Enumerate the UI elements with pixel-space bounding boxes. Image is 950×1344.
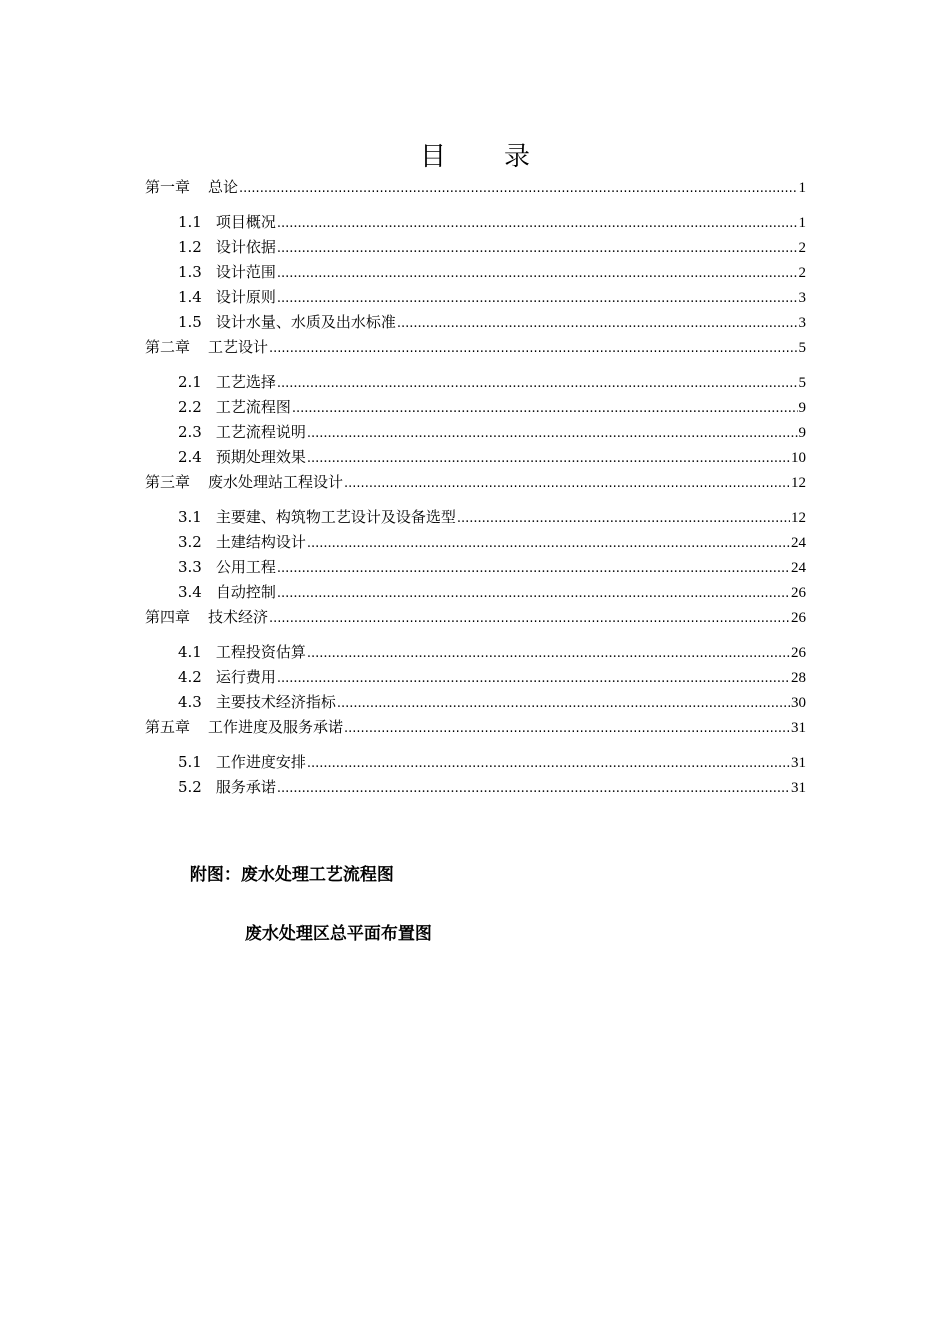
- toc-chapter-row[interactable]: [145, 471, 806, 493]
- toc-entry-title: 废水处理站工程设计: [208, 473, 344, 491]
- toc-entry-number: 第一章: [145, 178, 191, 196]
- toc-entry-title: 公用工程: [215, 558, 276, 576]
- toc-chapter-row[interactable]: [145, 336, 806, 358]
- toc-entry-title: 设计水量、水质及出水标准: [215, 313, 396, 331]
- toc-section-row[interactable]: [178, 371, 806, 393]
- toc-dot-leader: [307, 643, 790, 665]
- toc-page-number: 3: [798, 290, 806, 306]
- toc-section-row[interactable]: [178, 446, 806, 468]
- appendix-line-1: [178, 840, 394, 885]
- toc-section-row[interactable]: [178, 556, 806, 578]
- toc-entry-number: 5.1: [178, 753, 202, 771]
- toc-section-row[interactable]: [178, 506, 806, 528]
- toc-entry-title: 设计原则: [215, 288, 276, 306]
- toc-dot-leader: [277, 288, 798, 310]
- toc-page-number: 9: [798, 400, 806, 416]
- toc-dot-leader: [269, 338, 797, 360]
- toc-page-number: 31: [791, 755, 806, 771]
- toc-dot-leader: [277, 583, 790, 605]
- toc-dot-leader: [344, 473, 790, 495]
- toc-section-row[interactable]: [178, 261, 806, 283]
- toc-entry-number: 第四章: [145, 608, 191, 626]
- toc-section-row[interactable]: [178, 531, 806, 553]
- title-char-1: 目: [419, 142, 446, 172]
- toc-entry-title: 主要技术经济指标: [215, 693, 336, 711]
- toc-chapter-row[interactable]: [145, 606, 806, 628]
- toc-page-number: 1: [798, 215, 806, 231]
- toc-section-row[interactable]: [178, 641, 806, 663]
- toc-entry-number: 3.4: [178, 583, 202, 601]
- toc-entry-title: 工艺设计: [208, 338, 269, 356]
- toc-dot-leader: [457, 508, 790, 530]
- toc-section-row[interactable]: [178, 211, 806, 233]
- toc-dot-leader: [337, 693, 790, 715]
- toc-entry-title: 预期处理效果: [215, 448, 306, 466]
- toc-section-row[interactable]: [178, 581, 806, 603]
- appendix-line-2: [233, 899, 432, 944]
- toc-entry-title: 运行费用: [215, 668, 276, 686]
- toc-page-number: 12: [791, 510, 806, 526]
- toc-page-number: 28: [791, 670, 806, 686]
- toc-entry-number: 3.1: [178, 508, 202, 526]
- toc-dot-leader: [239, 178, 797, 200]
- toc-entry-title: 服务承诺: [215, 778, 276, 796]
- toc-section-row[interactable]: [178, 691, 806, 713]
- toc-entry-number: 1.4: [178, 288, 202, 306]
- toc-section-row[interactable]: [178, 311, 806, 333]
- toc-entry-title: 工艺流程图: [215, 398, 291, 416]
- toc-page-number: 5: [798, 375, 806, 391]
- toc-dot-leader: [277, 238, 798, 260]
- toc-entry-number: 4.1: [178, 643, 202, 661]
- toc-page-number: 1: [798, 180, 806, 196]
- toc-dot-leader: [277, 558, 790, 580]
- toc-page-number: 26: [791, 585, 806, 601]
- toc-page-number: 26: [791, 645, 806, 661]
- appendix-item-2[interactable]: 废水处理区总平面布置图: [244, 924, 432, 944]
- toc-entry-number: 5.2: [178, 778, 202, 796]
- toc-entry-number: 2.2: [178, 398, 202, 416]
- toc-page-number: 24: [791, 560, 806, 576]
- toc-dot-leader: [307, 423, 798, 445]
- toc-chapter-row[interactable]: [145, 176, 806, 198]
- toc-entry-number: 2.4: [178, 448, 202, 466]
- toc-entry-title: 技术经济: [208, 608, 269, 626]
- toc-section-row[interactable]: [178, 666, 806, 688]
- toc-page-number: 10: [791, 450, 806, 466]
- toc-page-number: 2: [798, 265, 806, 281]
- toc-entry-title: 工作进度及服务承诺: [208, 718, 344, 736]
- toc-entry-title: 主要建、构筑物工艺设计及设备选型: [215, 508, 456, 526]
- toc-page-number: 12: [791, 475, 806, 491]
- toc-entry-title: 工艺选择: [215, 373, 276, 391]
- toc-entry-number: 3.3: [178, 558, 202, 576]
- toc-entry-title: 工艺流程说明: [215, 423, 306, 441]
- toc-page-number: 31: [791, 780, 806, 796]
- toc-dot-leader: [292, 398, 798, 420]
- toc-dot-leader: [269, 608, 790, 630]
- toc-section-row[interactable]: [178, 396, 806, 418]
- toc-entry-number: 1.3: [178, 263, 202, 281]
- toc-page-number: 2: [798, 240, 806, 256]
- toc-entry-title: 设计范围: [215, 263, 276, 281]
- toc-page-number: 9: [798, 425, 806, 441]
- toc-entry-title: 自动控制: [215, 583, 276, 601]
- toc-entry-number: 2.1: [178, 373, 202, 391]
- toc-dot-leader: [307, 533, 790, 555]
- toc-section-row[interactable]: [178, 286, 806, 308]
- toc-dot-leader: [277, 373, 798, 395]
- toc-page-number: 5: [798, 340, 806, 356]
- toc-entry-title: 总论: [208, 178, 239, 196]
- page-title: [0, 136, 950, 173]
- toc-dot-leader: [307, 753, 790, 775]
- toc-page-number: 26: [791, 610, 806, 626]
- toc-section-row[interactable]: [178, 236, 806, 258]
- toc-entry-number: 3.2: [178, 533, 202, 551]
- title-char-2: 录: [504, 142, 531, 172]
- toc-page-number: 3: [798, 315, 806, 331]
- toc-entry-number: 1.1: [178, 213, 202, 231]
- appendix-item-1[interactable]: 废水处理工艺流程图: [240, 865, 394, 885]
- toc-entry-number: 4.3: [178, 693, 202, 711]
- toc-entry-title: 项目概况: [215, 213, 276, 231]
- toc-dot-leader: [277, 668, 790, 690]
- toc-dot-leader: [307, 448, 790, 470]
- toc-dot-leader: [344, 718, 790, 740]
- toc-entry-number: 第二章: [145, 338, 191, 356]
- toc-dot-leader: [277, 778, 790, 800]
- toc-dot-leader: [277, 263, 798, 285]
- appendix-prefix: 附图：: [189, 865, 241, 885]
- toc-chapter-row[interactable]: [145, 716, 806, 738]
- toc-dot-leader: [277, 213, 798, 235]
- toc-entry-number: 第三章: [145, 473, 191, 491]
- toc-page-number: 31: [791, 720, 806, 736]
- toc-page-number: 30: [791, 695, 806, 711]
- toc-entry-number: 第五章: [145, 718, 191, 736]
- toc-section-row[interactable]: [178, 776, 806, 798]
- toc-section-row[interactable]: [178, 421, 806, 443]
- toc-dot-leader: [397, 313, 798, 335]
- toc-section-row[interactable]: [178, 751, 806, 773]
- toc-entry-title: 工程投资估算: [215, 643, 306, 661]
- toc-entry-title: 工作进度安排: [215, 753, 306, 771]
- toc-entry-number: 1.5: [178, 313, 202, 331]
- toc-page-number: 24: [791, 535, 806, 551]
- toc-entry-number: 1.2: [178, 238, 202, 256]
- toc-entry-title: 设计依据: [215, 238, 276, 256]
- toc-entry-title: 土建结构设计: [215, 533, 306, 551]
- toc-entry-number: 2.3: [178, 423, 202, 441]
- toc-entry-number: 4.2: [178, 668, 202, 686]
